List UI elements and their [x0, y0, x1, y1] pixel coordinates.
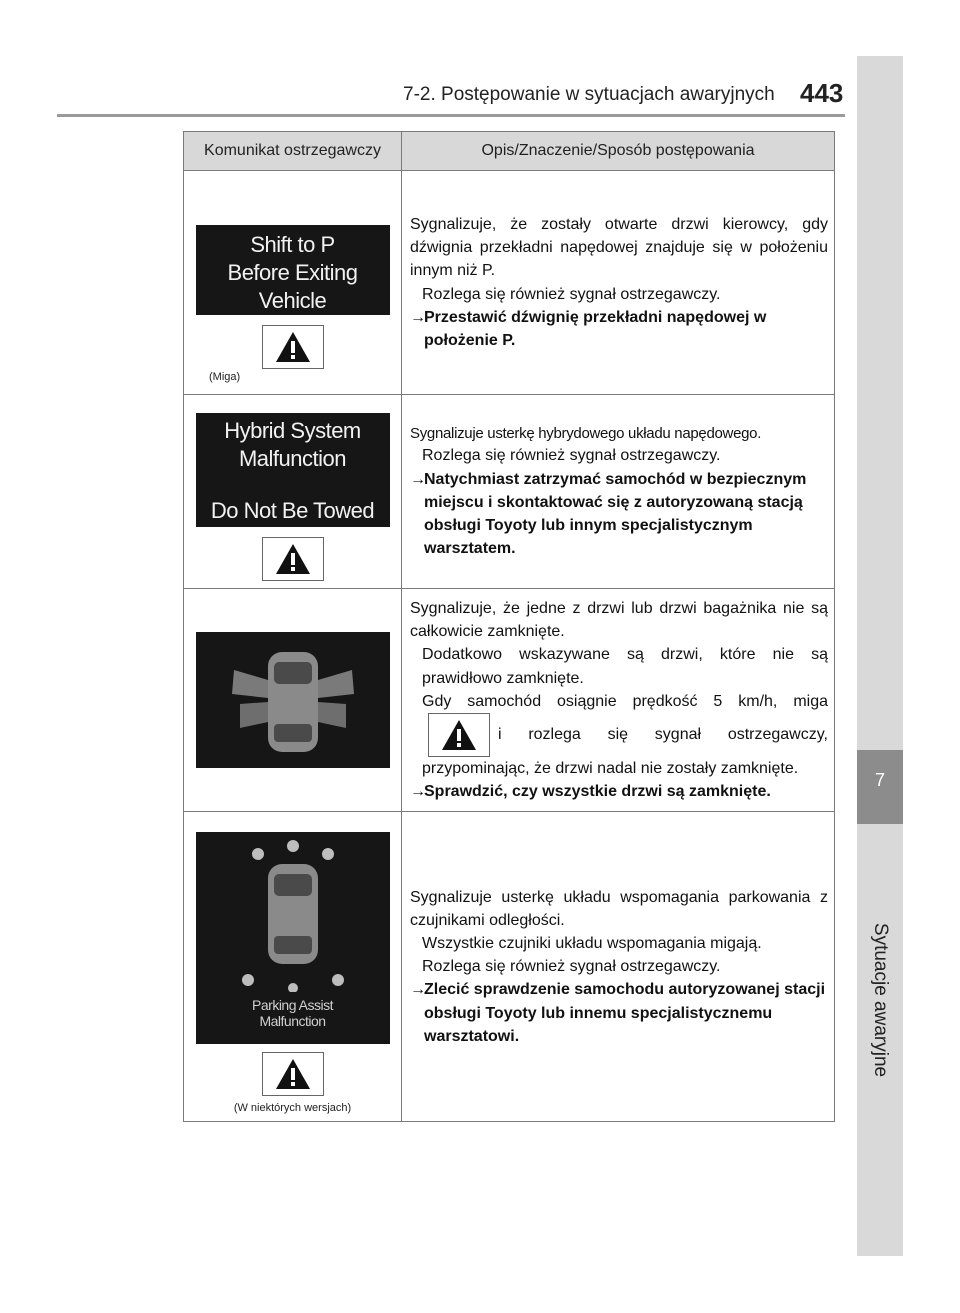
- table-row: [184, 589, 835, 812]
- display-line: Malfunction: [259, 1013, 326, 1030]
- display-line: Before Exiting: [227, 260, 358, 285]
- table-row: [184, 171, 835, 395]
- page-header-title: 7-2. Postępowanie w sytuacjach awaryjnych: [403, 84, 775, 105]
- warning-triangle-icon: [262, 1052, 324, 1096]
- warning-triangle-icon: [262, 325, 324, 369]
- message-image-cell: [184, 589, 402, 812]
- description-text: Sygnalizuje usterkę układu wspomagania parkowania z czujnikami odległości.: [410, 888, 828, 929]
- table-row: [184, 395, 835, 589]
- description-text: Sygnalizuje usterkę hybrydowego układu napędowego.: [410, 424, 762, 442]
- message-description: [402, 395, 835, 589]
- description-text: Sygnalizuje, że zostały otwarte drzwi kierowcy, gdy dźwignia przekładni napędowej znajduje się w położeniu innym niż P.: [410, 215, 828, 280]
- description-text: Sygnalizuje, że jedne z drzwi lub drzwi bagażnika nie są całkowicie zamknięte.: [410, 600, 828, 641]
- car-open-doors-icon: [196, 632, 390, 768]
- caption: (Miga): [209, 371, 241, 383]
- note-text: Gdy samochód osiągnie prędkość 5 km/h, miga i rozlega się sygnał ostrzegawczy, przypominając, że drzwi nadal nie zostały zamknięte.: [422, 692, 828, 777]
- warning-triangle-icon: [428, 713, 490, 757]
- arrow-icon: →: [410, 470, 426, 488]
- display-line: Hybrid System: [224, 418, 361, 443]
- header-rule: [57, 114, 845, 117]
- message-description: [402, 171, 835, 395]
- display-line: Shift to P: [250, 232, 335, 257]
- action-text: → Zlecić sprawdzenie samochodu autoryzowanej stacji obsługi Toyoty lub innemu specjalistycznemu warsztatowi.: [410, 978, 828, 1048]
- note-text: Wszystkie czujniki układu wspomagania migają.: [422, 935, 762, 953]
- action-text: → Natychmiast zatrzymać samochód w bezpiecznym miejscu i skontaktować się z autoryzowaną stacją obsługi Toyoty lub innym specjalistycznym warsztatem.: [410, 468, 828, 561]
- table-header-row: [184, 132, 835, 171]
- table-row: [184, 812, 835, 1122]
- warning-messages-table: [183, 131, 835, 1122]
- note-text: Rozlega się również sygnał ostrzegawczy.: [422, 447, 721, 465]
- arrow-icon: →: [410, 783, 426, 801]
- display-line: Vehicle: [258, 288, 327, 313]
- message-display: [196, 225, 390, 315]
- message-image-cell: [184, 171, 402, 395]
- arrow-icon: →: [410, 308, 426, 326]
- display-line: Parking Assist: [252, 997, 333, 1014]
- action-text: → Sprawdzić, czy wszystkie drzwi są zamknięte.: [410, 780, 828, 803]
- note-text: Rozlega się również sygnał ostrzegawczy.: [422, 285, 721, 303]
- message-description: [402, 589, 835, 812]
- column-header: Opis/Znaczenie/Sposób postępowania: [402, 132, 835, 171]
- display-line: Do Not Be Towed: [210, 498, 375, 523]
- message-image-cell: [184, 395, 402, 589]
- page-number: 443: [800, 78, 844, 108]
- message-image-cell: [184, 812, 402, 1122]
- chapter-label: Sytuacje awaryjne: [870, 922, 891, 1078]
- warning-triangle-icon: [262, 537, 324, 581]
- chapter-number-tab: 7: [857, 750, 903, 824]
- action-text: → Przestawić dźwignię przekładni napędowej w położenie P.: [410, 306, 828, 352]
- arrow-icon: →: [410, 981, 426, 999]
- note-text: Rozlega się również sygnał ostrzegawczy.: [422, 958, 721, 976]
- message-description: [402, 812, 835, 1122]
- car-parking-sensors-icon: [196, 832, 390, 1044]
- caption: (W niektórych wersjach): [233, 1102, 352, 1115]
- message-display: [196, 413, 390, 527]
- display-line: Malfunction: [238, 446, 346, 471]
- column-header: Komunikat ostrzegawczy: [184, 132, 402, 171]
- note-text: Dodatkowo wskazywane są drzwi, które nie są prawidłowo zamknięte.: [422, 646, 828, 687]
